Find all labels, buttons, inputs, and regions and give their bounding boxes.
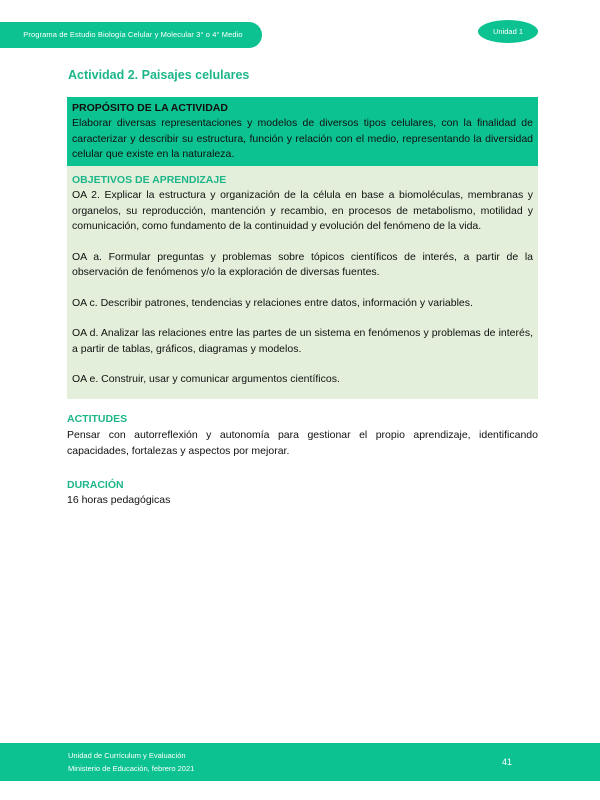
footer-credits bbox=[68, 749, 194, 775]
oa-item: OA d. Analizar las relaciones entre las partes de un sistema en fenómenos y problemas de interés, a partir de tablas, gráficos, diagramas y modelos. bbox=[72, 327, 533, 355]
proposito-section bbox=[67, 97, 538, 168]
proposito-heading: PROPÓSITO DE LA ACTIVIDAD bbox=[72, 102, 228, 114]
footer bbox=[0, 743, 600, 781]
program-pill bbox=[0, 22, 262, 48]
unit-badge-label: Unidad 1 bbox=[492, 27, 524, 36]
oa-item: OA a. Formular preguntas y problemas sobre tópicos científicos de interés, a partir de la observación de fenómenos y/o la exploración de diversas fuentes. bbox=[72, 250, 533, 278]
oa-item: OA e. Construir, usar y comunicar argumentos científicos. bbox=[72, 373, 340, 385]
duracion-body: 16 horas pedagógicas bbox=[67, 494, 171, 506]
page-title: Actividad 2. Paisajes celulares bbox=[68, 68, 250, 82]
objetivos-section bbox=[67, 166, 538, 399]
footer-line1: Unidad de Currículum y Evaluación bbox=[68, 751, 186, 760]
program-label: Programa de Estudio Biología Celular y Molecular 3° o 4° Medio bbox=[23, 29, 243, 39]
objetivos-heading: OBJETIVOS DE APRENDIZAJE bbox=[72, 174, 227, 186]
actitudes-section bbox=[67, 411, 538, 459]
duracion-section bbox=[67, 477, 538, 509]
footer-line2: Ministerio de Educación, febrero 2021 bbox=[68, 764, 195, 773]
oa-item: OA c. Describir patrones, tendencias y relaciones entre datos, información y variables. bbox=[72, 296, 473, 309]
actitudes-heading: ACTITUDES bbox=[67, 413, 128, 425]
page-number: 41 bbox=[501, 757, 512, 767]
duracion-heading: DURACIÓN bbox=[67, 479, 124, 491]
unit-badge bbox=[478, 20, 538, 43]
actitudes-body: Pensar con autorreflexión y autonomía para gestionar el propio aprendizaje, identificando capacidades, fortalezas y aspectos por mejorar. bbox=[67, 429, 538, 457]
proposito-body: Elaborar diversas representaciones y modelos de diversos tipos celulares, con la finalidad de caracterizar y describir su estructura, función y relación con el medio, representando la diversidad celular que existe en la naturaleza. bbox=[72, 117, 533, 160]
oa-item: OA 2. Explicar la estructura y organización de la célula en base a biomoléculas, membranas y organelos, su reproducción, mantención y recambio, en procesos de metabolismo, motilidad y comunicación, como fundamento de la continuidad y evolución del fenómeno de la vida. bbox=[72, 189, 533, 232]
